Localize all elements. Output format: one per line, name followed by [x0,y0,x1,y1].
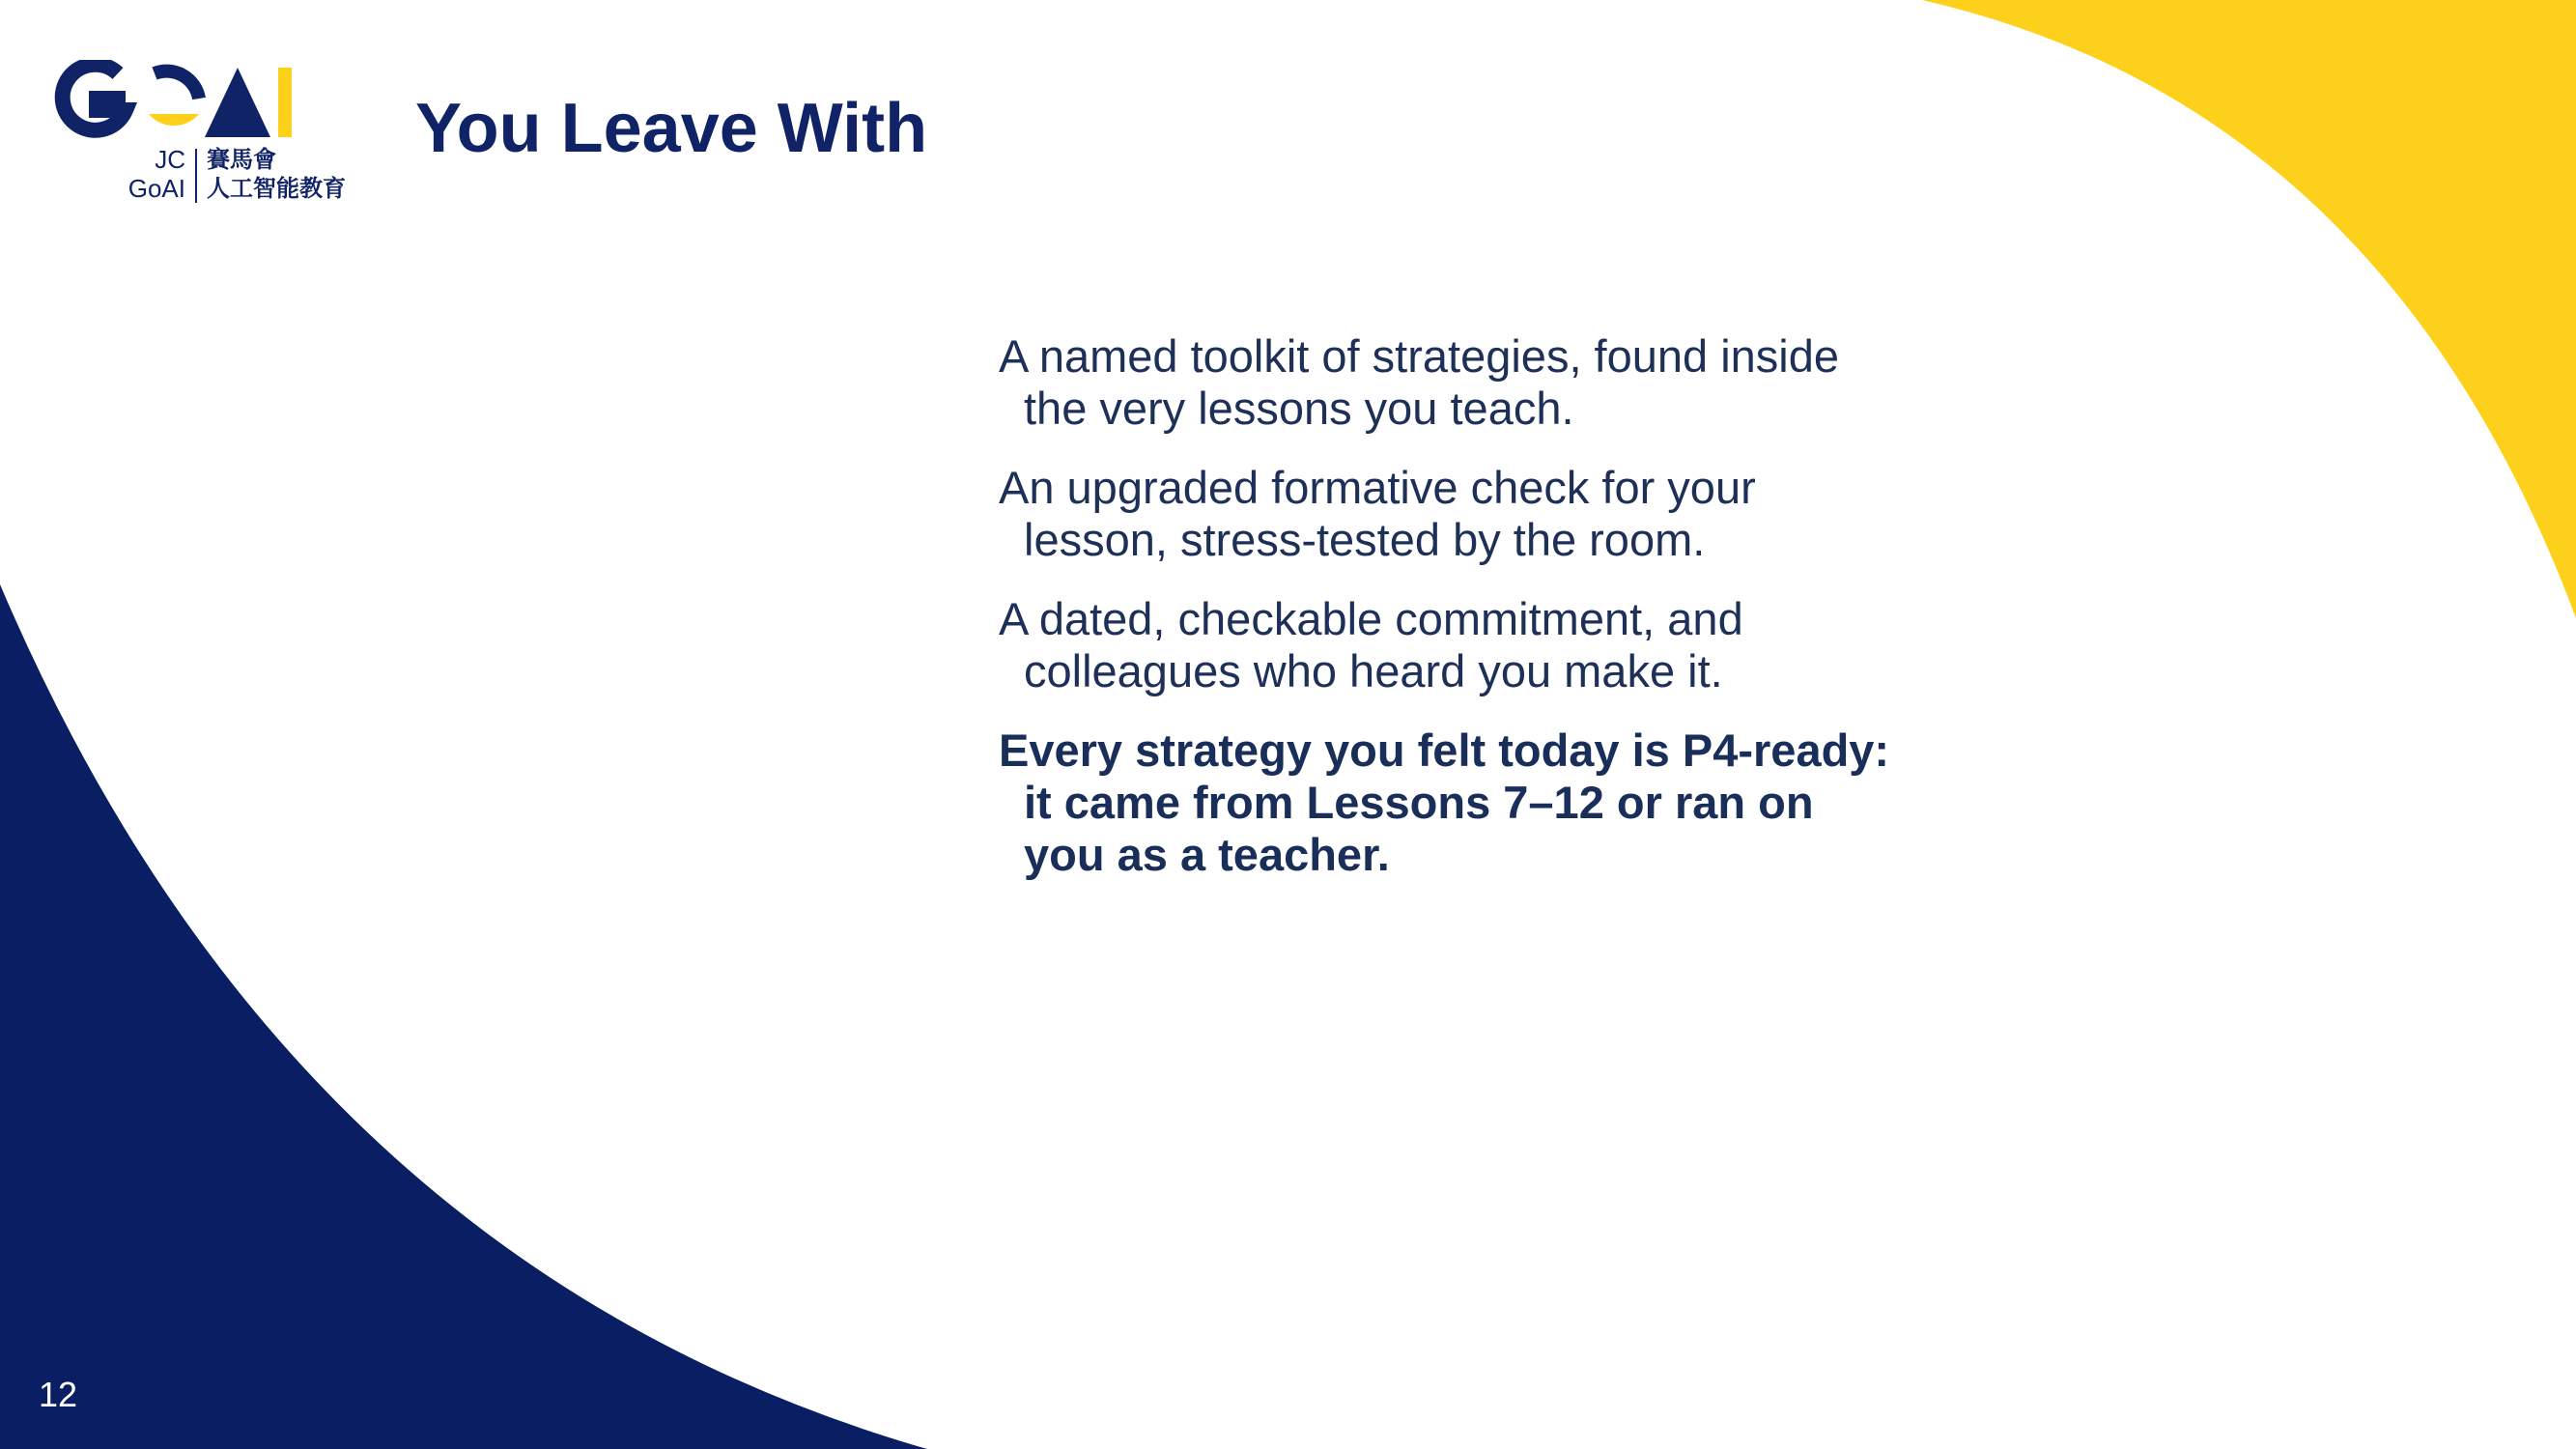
goai-logo [54,60,346,214]
bullet-item: A named toolkit of strategies, found inside the very lessons you teach. [999,330,1840,434]
bullet-item: An upgraded formative check for your lesson, stress-tested by the room. [999,462,1756,565]
bullet-list [999,330,1897,908]
logo-jc-text: JC [155,145,185,174]
yellow-corner-shape [1922,0,2576,618]
bullet-item: A dated, checkable commitment, and colleagues who heard you make it. [999,593,1743,696]
logo-chinese-line2: 人工智能教育 [207,175,346,202]
logo-goai-text: GoAI [127,174,185,203]
logo-divider [195,149,197,203]
page-number: 12 [39,1375,78,1414]
slide-title: You Leave With [415,90,928,167]
bullet-item-emphasis: Every strategy you felt today is P4-ready: it came from Lessons 7–12 or ran on you as a teacher. [999,724,1890,880]
logo-chinese-line1: 賽馬會 [207,146,276,173]
navy-corner-shape [0,584,927,1449]
logo-letter-o-icon [149,114,199,126]
logo-letter-g-icon [63,65,126,130]
logo-letter-a-icon [205,68,270,137]
goai-logo-mark [54,60,305,147]
logo-letter-i-icon [278,68,292,137]
logo-letter-o-arc-icon [155,71,199,99]
